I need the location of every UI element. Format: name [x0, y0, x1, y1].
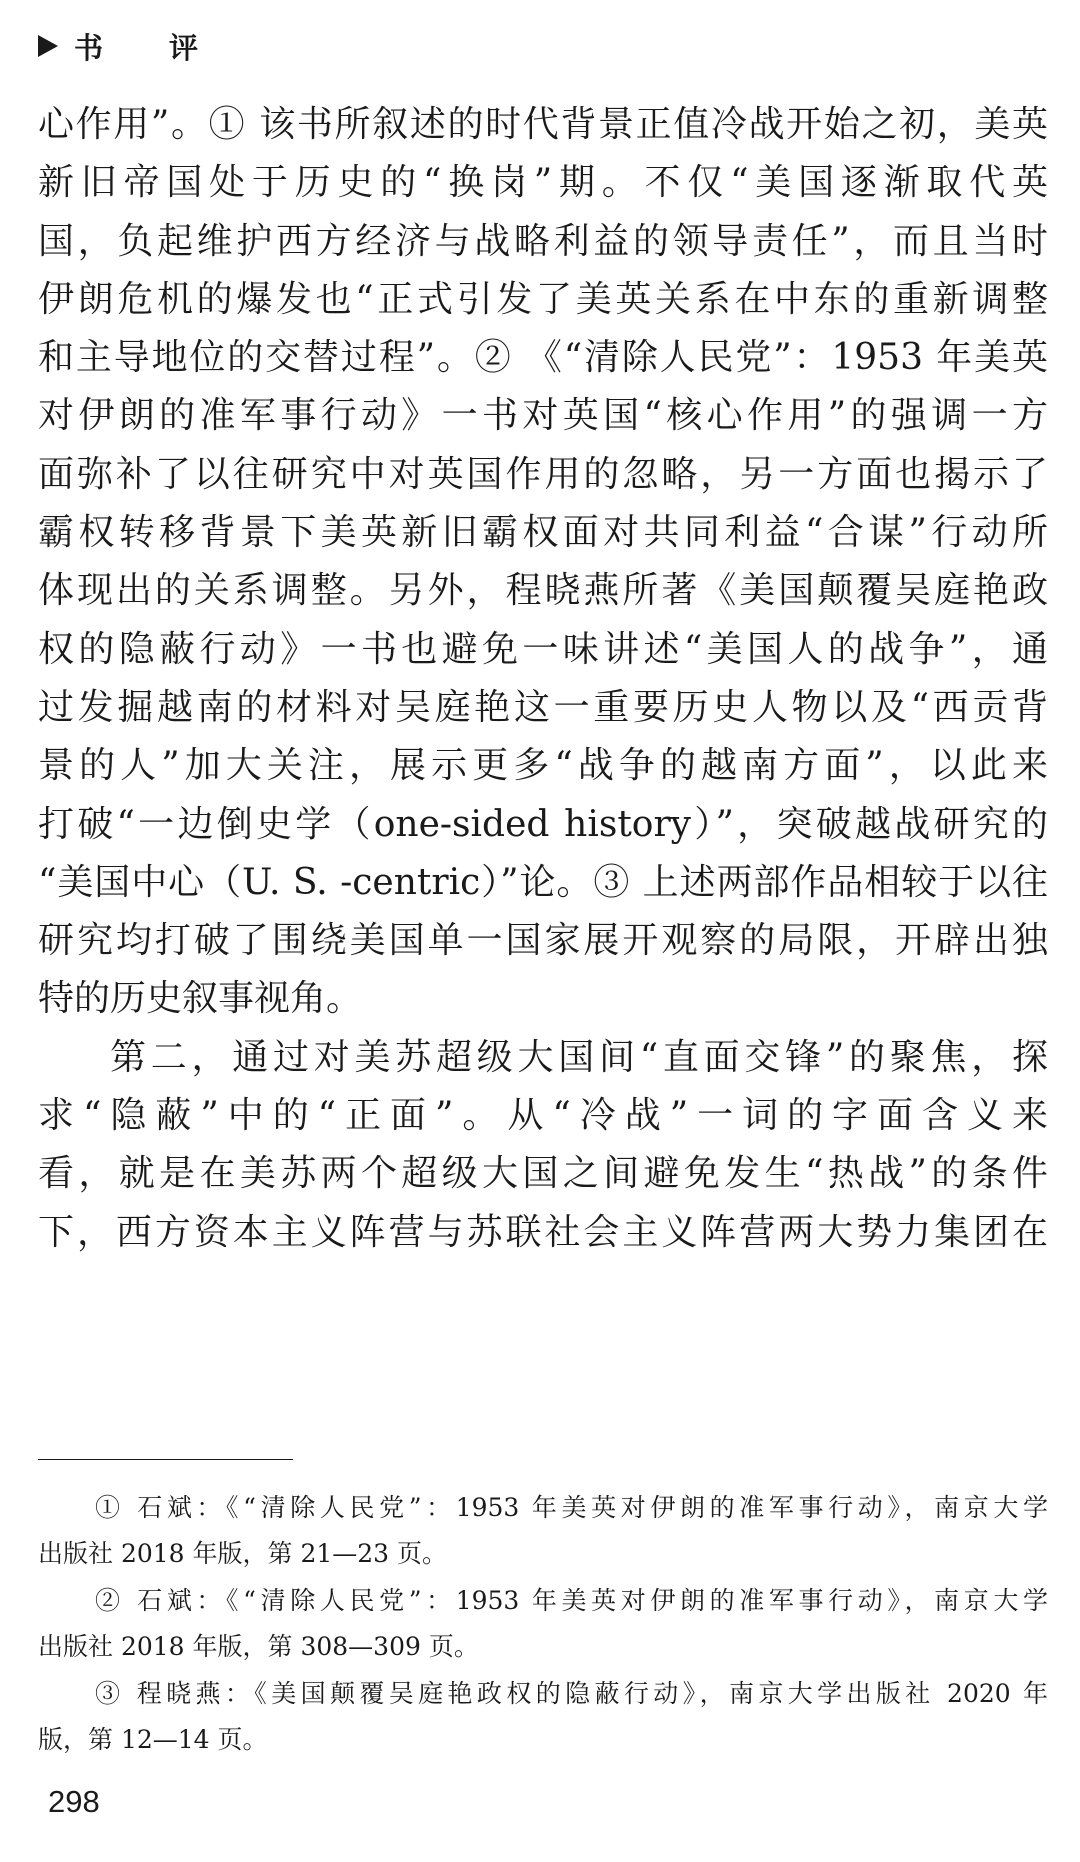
body-line: 求“隐蔽”中的“正面”。从“冷战”一词的字面含义来 — [38, 1095, 1048, 1137]
body-line: 心作用”。① 该书所叙述的时代背景正值冷战开始之初，美英 — [38, 104, 1048, 145]
body-text — [38, 96, 1048, 1262]
footnote-separator — [38, 1459, 293, 1460]
footnote-3-line: ③ 程晓燕：《美国颠覆吴庭艳政权的隐蔽行动》，南京大学出版社 2020 年 — [95, 1678, 1048, 1708]
body-line: 体现出的关系调整。另外，程晓燕所著《美国颠覆吴庭艳政 — [38, 570, 1048, 612]
body-line: 看，就是在美苏两个超级大国之间避免发生“热战”的条件 — [38, 1153, 1048, 1195]
body-line: 过发掘越南的材料对吴庭艳这一重要历史人物以及“西贡背 — [38, 686, 1048, 728]
body-line: 国，负起维护西方经济与战略利益的领导责任”，而且当时 — [38, 220, 1048, 262]
footnotes — [38, 1485, 1048, 1763]
body-line: 下，西方资本主义阵营与苏联社会主义阵营两大势力集团在 — [38, 1211, 1048, 1253]
body-line: 第二，通过对美苏超级大国间“直面交锋”的聚焦，探 — [110, 1036, 1048, 1078]
body-line: 研究均打破了围绕美国单一国家展开观察的局限，开辟出独 — [38, 920, 1048, 962]
body-line: 和主导地位的交替过程”。② 《“清除人民党”：1953 年美英 — [38, 337, 1048, 379]
body-line: 权的隐蔽行动》一书也避免一味讲述“美国人的战争”，通 — [38, 628, 1048, 670]
footnote-2-line: ② 石斌：《“清除人民党”：1953 年美英对伊朗的准军事行动》，南京大学 — [95, 1585, 1048, 1615]
footnote-1-line: 出版社 2018 年版，第 21—23 页。 — [38, 1539, 448, 1569]
body-line: 新旧帝国处于历史的“换岗”期。不仅“美国逐渐取代英 — [38, 162, 1048, 204]
body-line: 对伊朗的准军事行动》一书对英国“核心作用”的强调一方 — [38, 395, 1048, 437]
body-line: 景的人”加大关注，展示更多“战争的越南方面”，以此来 — [38, 745, 1048, 787]
header-section-char-2: 评 — [169, 30, 199, 65]
body-line: “美国中心（U. S. -centric）”论。③ 上述两部作品相较于以往 — [38, 861, 1048, 903]
body-line: 特的历史叙事视角。 — [38, 978, 363, 1020]
page-number: 298 — [48, 1784, 100, 1819]
footnote-3-line: 版，第 12—14 页。 — [38, 1724, 268, 1754]
running-header — [38, 26, 198, 66]
footnote-2-line: 出版社 2018 年版，第 308—309 页。 — [38, 1632, 479, 1662]
header-section-char-1: 书 — [74, 30, 104, 65]
body-line: 打破“一边倒史学（one-sided history）”，突破越战研究的 — [38, 803, 1048, 845]
footnote-1-line: ① 石斌：《“清除人民党”：1953 年美英对伊朗的准军事行动》，南京大学 — [95, 1493, 1048, 1522]
body-line: 伊朗危机的爆发也“正式引发了美英关系在中东的重新调整 — [38, 278, 1048, 320]
triangle-marker-icon — [38, 35, 58, 57]
body-line: 面弥补了以往研究中对英国作用的忽略，另一方面也揭示了 — [38, 453, 1048, 495]
body-line: 霸权转移背景下美英新旧霸权面对共同利益“合谋”行动所 — [38, 512, 1048, 554]
